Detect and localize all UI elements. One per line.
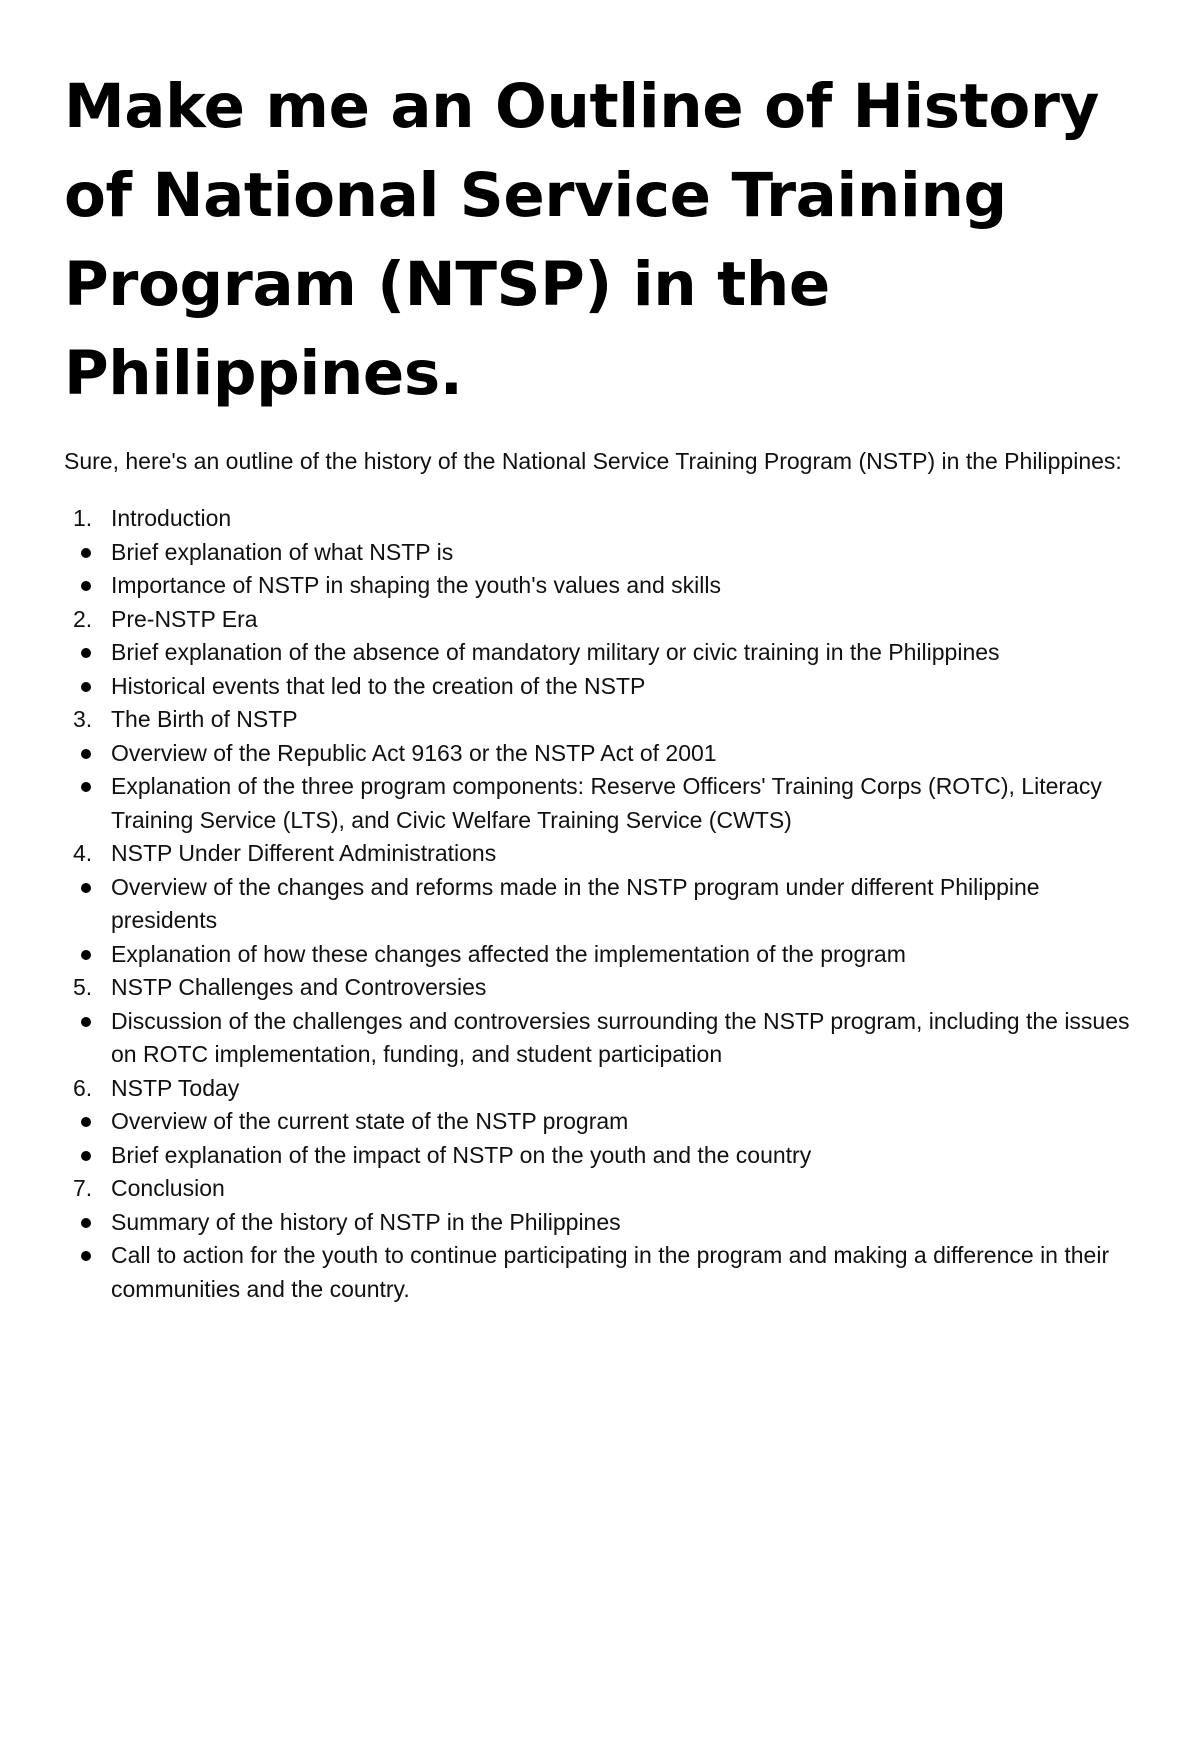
bullet-text: Explanation of the three program components: Reserve Officers' Training Corps (ROTC), Literacy Training Service (LTS), and Civic Welfare Training Service (CWTS) [111,773,1102,833]
outline-bullet [64,636,1144,670]
outline-bullet [64,1206,1144,1240]
bullet-text: Brief explanation of the impact of NSTP on the youth and the country [111,1141,812,1168]
outline-bullet [64,670,1144,704]
outline-bullet [64,871,1144,938]
bullet-text: Discussion of the challenges and controversies surrounding the NSTP program, including the issues on ROTC implementation, funding, and student participation [111,1007,1130,1067]
outline-section [64,1072,1144,1106]
bullet-dot-icon [81,682,91,692]
bullet-dot-icon [81,749,91,759]
bullet-text: Importance of NSTP in shaping the youth's values and skills [111,572,721,598]
bullet-text: Overview of the changes and reforms made in the NSTP program under different Philippine presidents [111,873,1040,933]
bullet-dot-icon [81,581,91,591]
outline-list [64,502,1144,1306]
outline-section [64,837,1144,871]
bullet-text: Overview of the current state of the NSTP program [111,1108,629,1134]
bullet-dot-icon [81,648,91,658]
section-heading: NSTP Under Different Administrations [111,840,497,866]
bullet-dot-icon [81,950,91,960]
bullet-text: Overview of the Republic Act 9163 or the NSTP Act of 2001 [111,739,717,766]
outline-bullet [64,737,1144,771]
section-heading: Pre-NSTP Era [111,605,258,632]
bullet-dot-icon [81,782,91,792]
bullet-dot-icon [81,1218,91,1228]
outline-bullet [64,1105,1144,1139]
bullet-dot-icon [81,1117,91,1127]
bullet-dot-icon [81,1017,91,1027]
section-number: 4. [73,840,93,866]
outline-section [64,1172,1144,1206]
outline-section [64,603,1144,637]
section-number: 6. [73,1074,93,1101]
bullet-dot-icon [81,548,91,558]
bullet-text: Explanation of how these changes affected the implementation of the program [111,940,906,967]
intro-paragraph: Sure, here's an outline of the history of the National Service Training Program (NSTP) in the Philippines: [64,448,1122,474]
outline-section [64,971,1144,1005]
section-heading: The Birth of NSTP [111,706,298,732]
page-title: Make me an Outline of History of National Service Training Program (NTSP) in the Philippines. [64,71,1099,409]
section-number: 3. [73,706,93,732]
section-number: 5. [73,974,93,1000]
outline-bullet [64,1139,1144,1173]
bullet-dot-icon [81,883,91,893]
bullet-text: Brief explanation of the absence of mandatory military or civic training in the Philippines [111,639,1000,665]
outline-bullet [64,770,1144,837]
section-heading: NSTP Challenges and Controversies [111,974,487,1000]
section-number: 2. [73,605,93,632]
section-heading: Conclusion [111,1175,225,1201]
section-heading: Introduction [111,505,232,531]
section-heading: NSTP Today [111,1074,240,1101]
outline-bullet [64,536,1144,570]
bullet-text: Historical events that led to the creation of the NSTP [111,672,646,699]
bullet-text: Summary of the history of NSTP in the Philippines [111,1208,621,1235]
outline-section [64,703,1144,737]
section-number: 1. [73,505,93,531]
bullet-dot-icon [81,1251,91,1261]
outline-bullet [64,1005,1144,1072]
bullet-text: Brief explanation of what NSTP is [111,538,454,565]
outline-bullet [64,938,1144,972]
bullet-text: Call to action for the youth to continue participating in the program and making a difference in their communities and the country. [111,1242,1110,1302]
section-number: 7. [73,1175,93,1201]
outline-section [64,502,1144,536]
bullet-dot-icon [81,1151,91,1161]
outline-bullet [64,1239,1144,1306]
outline-bullet [64,569,1144,603]
